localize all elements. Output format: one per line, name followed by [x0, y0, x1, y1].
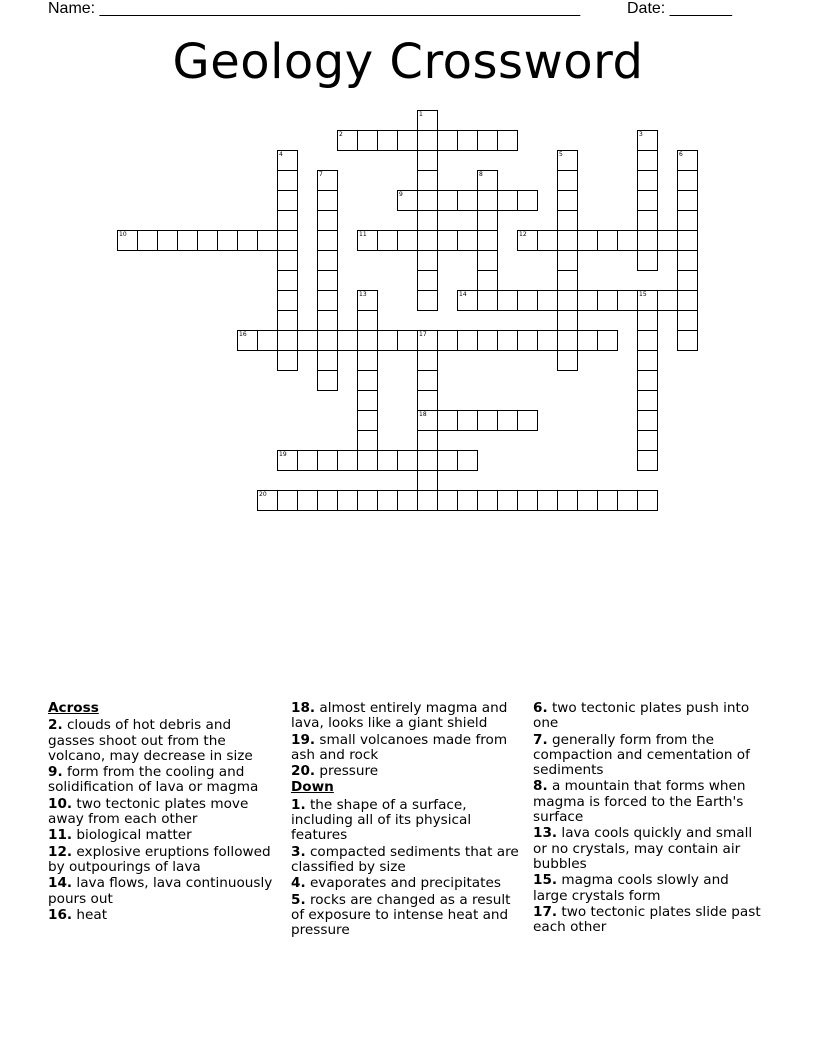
down-heading: Down [291, 779, 334, 796]
grid-cell[interactable] [417, 150, 438, 171]
clue-item-text: magma cools slowly and large crystals form [533, 872, 729, 904]
clue-item-text: rocks are changed as a result of exposure to intense heat and pressure [291, 891, 511, 939]
clue-item-number: 5. [291, 891, 306, 908]
grid-cell[interactable] [317, 210, 338, 231]
grid-cell[interactable] [437, 450, 458, 471]
grid-cell[interactable] [117, 230, 138, 251]
grid-cell[interactable] [557, 330, 578, 351]
grid-cell[interactable] [477, 190, 498, 211]
grid-cell[interactable] [277, 290, 298, 311]
grid-cell[interactable] [557, 230, 578, 251]
clue-item-number: 1. [291, 796, 306, 813]
clue-item-text: almost entirely magma and lava, looks like a giant shield [291, 700, 508, 732]
grid-cell[interactable] [337, 490, 358, 511]
grid-cell[interactable] [377, 130, 398, 151]
grid-cell[interactable] [557, 490, 578, 511]
grid-cell[interactable] [637, 230, 658, 251]
grid-cell[interactable] [477, 410, 498, 431]
grid-cell[interactable] [457, 190, 478, 211]
grid-cell[interactable] [517, 290, 538, 311]
grid-cell[interactable] [337, 330, 358, 351]
grid-cell[interactable] [337, 130, 358, 151]
clue-item-number: 15. [533, 872, 558, 889]
grid-cell[interactable] [397, 190, 418, 211]
clue-item [48, 908, 280, 923]
grid-cell[interactable] [317, 310, 338, 331]
grid-cell[interactable] [517, 330, 538, 351]
grid-cell[interactable] [557, 310, 578, 331]
clue-item [291, 893, 523, 939]
grid-cell[interactable] [497, 290, 518, 311]
clue-number: 8 [479, 171, 483, 178]
clue-item [291, 876, 523, 891]
grid-cell[interactable] [397, 450, 418, 471]
grid-cell[interactable] [397, 130, 418, 151]
grid-cell[interactable] [677, 310, 698, 331]
clue-number: 15 [639, 291, 647, 298]
grid-cell[interactable] [617, 290, 638, 311]
grid-cell[interactable] [637, 410, 658, 431]
grid-cell[interactable] [417, 130, 438, 151]
grid-cell[interactable] [357, 390, 378, 411]
clue-number: 12 [519, 231, 527, 238]
clue-item [533, 779, 765, 825]
clue-item-text: compacted sediments that are classified by size [291, 843, 519, 875]
grid-cell[interactable] [477, 170, 498, 191]
grid-cell[interactable] [457, 330, 478, 351]
grid-cell[interactable] [357, 230, 378, 251]
grid-cell[interactable] [497, 130, 518, 151]
grid-cell[interactable] [357, 130, 378, 151]
grid-cell[interactable] [157, 230, 178, 251]
grid-cell[interactable] [557, 190, 578, 211]
grid-cell[interactable] [417, 430, 438, 451]
clue-item-number: 19. [291, 731, 316, 748]
clue-item-number: 3. [291, 843, 306, 860]
grid-cell[interactable] [177, 230, 198, 251]
clue-item-number: 7. [533, 731, 548, 748]
grid-cell[interactable] [597, 290, 618, 311]
clue-item-text: clouds of hot debris and gasses shoot out from the volcano, may decrease in size [48, 717, 253, 764]
grid-cell[interactable] [277, 190, 298, 211]
grid-cell[interactable] [417, 110, 438, 131]
grid-cell[interactable] [677, 150, 698, 171]
grid-cell[interactable] [677, 210, 698, 231]
clue-item-text: heat [72, 906, 108, 923]
clue-item-text: pressure [315, 763, 379, 780]
clue-column-3 [533, 701, 765, 936]
grid-cell[interactable] [317, 330, 338, 351]
grid-cell[interactable] [357, 450, 378, 471]
clue-number: 10 [119, 231, 127, 238]
clue-column-1 [48, 701, 280, 924]
grid-cell[interactable] [457, 290, 478, 311]
grid-cell[interactable] [637, 170, 658, 191]
clue-item [533, 905, 765, 936]
grid-cell[interactable] [357, 350, 378, 371]
grid-cell[interactable] [637, 370, 658, 391]
grid-cell[interactable] [417, 270, 438, 291]
grid-cell[interactable] [417, 230, 438, 251]
grid-cell[interactable] [277, 250, 298, 271]
grid-cell[interactable] [277, 230, 298, 251]
clue-number: 20 [259, 491, 267, 498]
clue-item [48, 828, 280, 843]
grid-cell[interactable] [677, 230, 698, 251]
grid-cell[interactable] [437, 410, 458, 431]
grid-cell[interactable] [137, 230, 158, 251]
grid-cell[interactable] [637, 150, 658, 171]
clue-item [291, 764, 523, 779]
name-field[interactable]: Name: ______________________________________________________ [48, 0, 581, 17]
grid-cell[interactable] [637, 390, 658, 411]
grid-cell[interactable] [377, 490, 398, 511]
grid-cell[interactable] [417, 290, 438, 311]
clue-item-number: 14. [48, 875, 73, 892]
clue-item-text: lava flows, lava continuously pours out [48, 875, 273, 907]
clue-item [533, 873, 765, 904]
grid-cell[interactable] [437, 190, 458, 211]
grid-cell[interactable] [657, 290, 678, 311]
grid-cell[interactable] [517, 190, 538, 211]
grid-cell[interactable] [537, 490, 558, 511]
grid-cell[interactable] [477, 210, 498, 231]
grid-cell[interactable] [417, 250, 438, 271]
grid-cell[interactable] [577, 230, 598, 251]
grid-cell[interactable] [437, 330, 458, 351]
grid-cell[interactable] [537, 230, 558, 251]
grid-cell[interactable] [497, 490, 518, 511]
grid-cell[interactable] [237, 330, 258, 351]
grid-cell[interactable] [317, 190, 338, 211]
grid-cell[interactable] [417, 210, 438, 231]
clue-item-number: 10. [48, 795, 73, 812]
grid-cell[interactable] [517, 230, 538, 251]
grid-cell[interactable] [317, 370, 338, 391]
grid-cell[interactable] [457, 450, 478, 471]
clue-number: 4 [279, 151, 283, 158]
clue-item-number: 12. [48, 843, 73, 860]
grid-cell[interactable] [357, 370, 378, 391]
grid-cell[interactable] [557, 150, 578, 171]
grid-cell[interactable] [417, 410, 438, 431]
clue-item [48, 845, 280, 876]
clue-item-number: 8. [533, 778, 548, 795]
clue-item-text: small volcanoes made from ash and rock [291, 731, 508, 763]
grid-cell[interactable] [637, 430, 658, 451]
grid-cell[interactable] [477, 270, 498, 291]
clue-item-number: 4. [291, 875, 306, 892]
grid-cell[interactable] [637, 210, 658, 231]
clue-number: 9 [399, 191, 403, 198]
grid-cell[interactable] [317, 450, 338, 471]
clue-column-2 [291, 701, 523, 939]
grid-cell[interactable] [597, 490, 618, 511]
grid-cell[interactable] [637, 330, 658, 351]
grid-cell[interactable] [617, 490, 638, 511]
grid-cell[interactable] [497, 410, 518, 431]
grid-cell[interactable] [557, 270, 578, 291]
grid-cell[interactable] [277, 150, 298, 171]
clue-item-number: 16. [48, 906, 73, 923]
grid-cell[interactable] [437, 490, 458, 511]
clue-item [291, 701, 523, 732]
grid-cell[interactable] [477, 230, 498, 251]
clue-number: 13 [359, 291, 367, 298]
grid-cell[interactable] [637, 190, 658, 211]
grid-cell[interactable] [277, 330, 298, 351]
clue-number: 18 [419, 411, 427, 418]
grid-cell[interactable] [637, 290, 658, 311]
grid-cell[interactable] [397, 330, 418, 351]
clue-item-text: two tectonic plates push into one [533, 700, 750, 732]
grid-cell[interactable] [637, 130, 658, 151]
grid-cell[interactable] [597, 330, 618, 351]
date-field[interactable]: Date: _______ [627, 0, 732, 17]
across-heading: Across [48, 700, 99, 716]
grid-cell[interactable] [457, 230, 478, 251]
clue-item [533, 701, 765, 732]
grid-cell[interactable] [257, 490, 278, 511]
grid-cell[interactable] [537, 290, 558, 311]
grid-cell[interactable] [617, 230, 638, 251]
grid-cell[interactable] [677, 250, 698, 271]
grid-cell[interactable] [317, 230, 338, 251]
grid-cell[interactable] [477, 250, 498, 271]
clue-item-text: two tectonic plates slide past each other [533, 903, 761, 936]
grid-cell[interactable] [397, 490, 418, 511]
grid-cell[interactable] [577, 490, 598, 511]
grid-cell[interactable] [357, 430, 378, 451]
clue-number: 5 [559, 151, 563, 158]
grid-cell[interactable] [457, 410, 478, 431]
clue-item [291, 798, 523, 844]
clue-item [291, 845, 523, 876]
grid-cell[interactable] [477, 330, 498, 351]
grid-cell[interactable] [317, 350, 338, 371]
grid-cell[interactable] [457, 130, 478, 151]
grid-cell[interactable] [637, 490, 658, 511]
clue-item [48, 797, 280, 828]
grid-cell[interactable] [317, 170, 338, 191]
clue-item-number: 13. [533, 825, 558, 842]
clue-number: 3 [639, 131, 643, 138]
grid-cell[interactable] [277, 310, 298, 331]
grid-cell[interactable] [557, 210, 578, 231]
clue-number: 17 [419, 331, 427, 338]
clue-item-text: two tectonic plates move away from each other [48, 795, 249, 828]
clue-item [533, 826, 765, 872]
grid-cell[interactable] [417, 450, 438, 471]
clue-item-number: 17. [533, 903, 558, 920]
grid-cell[interactable] [677, 270, 698, 291]
grid-cell[interactable] [197, 230, 218, 251]
grid-cell[interactable] [557, 250, 578, 271]
clue-item-number: 18. [291, 700, 316, 716]
grid-cell[interactable] [537, 330, 558, 351]
grid-cell[interactable] [677, 330, 698, 351]
grid-cell[interactable] [257, 230, 278, 251]
grid-cell[interactable] [477, 490, 498, 511]
clue-item-text: a mountain that forms when magma is forced to the Earth's surface [533, 778, 746, 826]
grid-cell[interactable] [557, 170, 578, 191]
grid-cell[interactable] [457, 490, 478, 511]
grid-cell[interactable] [277, 450, 298, 471]
grid-cell[interactable] [417, 330, 438, 351]
clue-number: 6 [679, 151, 683, 158]
clue-item-text: biological matter [72, 827, 192, 844]
grid-cell[interactable] [357, 290, 378, 311]
grid-cell[interactable] [417, 170, 438, 191]
clue-number: 11 [359, 231, 367, 238]
grid-cell[interactable] [637, 350, 658, 371]
grid-cell[interactable] [677, 290, 698, 311]
grid-cell[interactable] [437, 130, 458, 151]
clue-item-text: generally form from the compaction and cementation of sediments [533, 731, 750, 779]
grid-cell[interactable] [637, 310, 658, 331]
clue-item-number: 6. [533, 700, 548, 716]
grid-cell[interactable] [237, 230, 258, 251]
grid-cell[interactable] [357, 310, 378, 331]
grid-cell[interactable] [577, 290, 598, 311]
clue-number: 19 [279, 451, 287, 458]
grid-cell[interactable] [497, 330, 518, 351]
grid-cell[interactable] [217, 230, 238, 251]
clue-item [48, 718, 280, 764]
grid-cell[interactable] [377, 450, 398, 471]
clue-item-number: 2. [48, 717, 63, 734]
grid-cell[interactable] [417, 370, 438, 391]
grid-cell[interactable] [477, 290, 498, 311]
grid-cell[interactable] [677, 190, 698, 211]
grid-cell[interactable] [257, 330, 278, 351]
clue-item [48, 876, 280, 907]
clue-item-text: form from the cooling and solidification of lava or magma [48, 764, 259, 796]
clue-item [533, 733, 765, 779]
grid-cell[interactable] [417, 490, 438, 511]
grid-cell[interactable] [317, 490, 338, 511]
clue-item-number: 9. [48, 764, 63, 781]
clue-item [48, 765, 280, 796]
grid-cell[interactable] [517, 490, 538, 511]
grid-cell[interactable] [317, 250, 338, 271]
grid-cell[interactable] [357, 330, 378, 351]
grid-cell[interactable] [277, 270, 298, 291]
grid-cell[interactable] [577, 330, 598, 351]
grid-cell[interactable] [417, 470, 438, 491]
grid-cell[interactable] [277, 490, 298, 511]
grid-cell[interactable] [337, 450, 358, 471]
grid-cell[interactable] [297, 450, 318, 471]
clue-number: 7 [319, 171, 323, 178]
grid-cell[interactable] [517, 410, 538, 431]
grid-cell[interactable] [477, 130, 498, 151]
grid-cell[interactable] [497, 190, 518, 211]
grid-cell[interactable] [657, 230, 678, 251]
grid-cell[interactable] [557, 350, 578, 371]
page-title: Geology Crossword [172, 34, 644, 90]
grid-cell[interactable] [377, 330, 398, 351]
grid-cell[interactable] [277, 170, 298, 191]
grid-cell[interactable] [557, 290, 578, 311]
grid-cell[interactable] [677, 170, 698, 191]
grid-cell[interactable] [417, 190, 438, 211]
grid-cell[interactable] [357, 490, 378, 511]
grid-cell[interactable] [277, 210, 298, 231]
clue-number: 2 [339, 131, 343, 138]
clue-number: 1 [419, 111, 423, 118]
clue-item-text: evaporates and precipitates [305, 875, 501, 892]
grid-cell[interactable] [637, 250, 658, 271]
clue-item-text: the shape of a surface, including all of its physical features [291, 796, 472, 844]
clue-item-number: 20. [291, 763, 316, 780]
grid-cell[interactable] [277, 350, 298, 371]
grid-cell[interactable] [437, 230, 458, 251]
grid-cell[interactable] [317, 290, 338, 311]
grid-cell[interactable] [637, 450, 658, 471]
grid-cell[interactable] [377, 230, 398, 251]
clue-number: 14 [459, 291, 467, 298]
clue-item-text: lava cools quickly and small or no crystals, may contain air bubbles [533, 825, 753, 872]
grid-cell[interactable] [397, 230, 418, 251]
grid-cell[interactable] [317, 270, 338, 291]
clue-number: 16 [239, 331, 247, 338]
grid-cell[interactable] [297, 330, 318, 351]
clue-item-text: explosive eruptions followed by outpourings of lava [48, 843, 271, 875]
clue-item-number: 11. [48, 827, 73, 844]
grid-cell[interactable] [297, 490, 318, 511]
grid-cell[interactable] [597, 230, 618, 251]
grid-cell[interactable] [417, 350, 438, 371]
grid-cell[interactable] [357, 410, 378, 431]
clue-item [291, 733, 523, 764]
grid-cell[interactable] [417, 390, 438, 411]
